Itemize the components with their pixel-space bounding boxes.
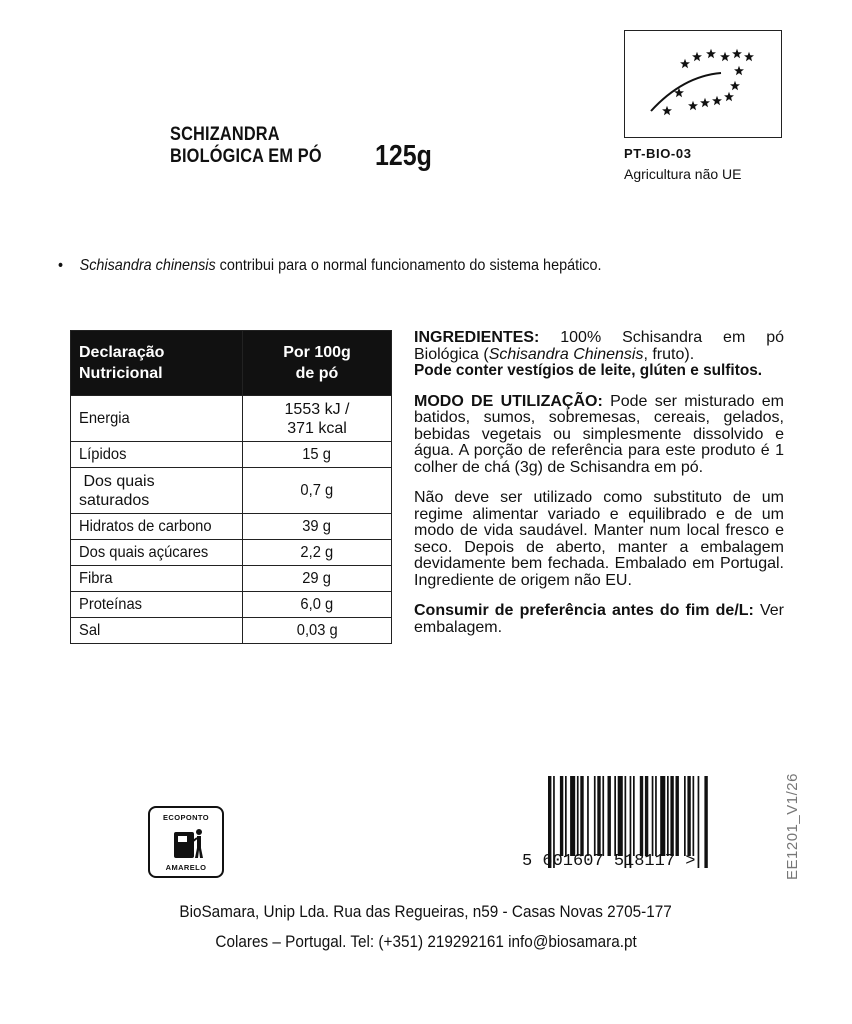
usage-text: Pode ser misturado em batidos, sumos, sobremesas, cereais, gelados, bebidas vegetais ou simplesmente dissolvido e água. A porção de referência para este produto é 1 colher de chá (3g) de Schisandra em pó. — [414, 392, 784, 476]
table-row — [71, 592, 392, 618]
row-value: 29 g — [243, 566, 392, 592]
row-value-line1: 1553 kJ / — [284, 400, 350, 418]
row-value: 39 g — [243, 514, 392, 540]
eu-star — [706, 49, 716, 58]
barcode-bar — [614, 776, 616, 856]
row-value: 2,2 g — [243, 540, 392, 566]
eu-star — [680, 59, 690, 68]
table-row — [71, 396, 392, 442]
row-value: 6,0 g — [243, 592, 392, 618]
allergen-warning: Pode conter vestígios de leite, glúten e sulfitos. — [414, 362, 763, 379]
product-title — [170, 124, 322, 168]
table-row — [71, 468, 392, 514]
eu-star — [700, 98, 710, 107]
barcode-bar — [655, 776, 657, 856]
header-left-line1: Declaração — [79, 344, 165, 361]
row-label — [71, 468, 243, 514]
storage-warning: Não deve ser utilizado como substituto de um regime alimentar variado e equilibrado e de um modo de vida saudável. Manter num local fresco e seco. Depois de aberto, manter a embalagem devidamente bem fechada. Embalado em Portugal. Ingrediente de origem não EU. — [414, 489, 784, 589]
row-label: Dos quais açúcares — [71, 540, 243, 566]
barcode-bar — [667, 776, 669, 856]
bullet: • — [58, 257, 64, 274]
eu-star — [688, 101, 698, 110]
barcode-bar — [670, 776, 673, 856]
ecoponto-bottom-label: AMARELO — [165, 863, 207, 872]
table-row — [71, 540, 392, 566]
header-left-line2: Nutricional — [79, 365, 163, 382]
ingredients-latin: Schisandra Chinensis — [488, 345, 644, 363]
best-before-label: Consumir de preferência antes do fim de/L: — [414, 602, 754, 619]
barcode-bar — [645, 776, 648, 856]
row-label-line1: Dos quais — [79, 472, 155, 490]
row-label-line2: saturados — [79, 491, 150, 509]
eu-star — [692, 52, 702, 61]
nutrition-header-label — [71, 331, 243, 396]
barcode-bar — [633, 776, 635, 856]
barcode-bar — [660, 776, 665, 856]
barcode-bar — [652, 776, 654, 856]
barcode-bar — [684, 776, 686, 856]
ingredients-text-end: , fruto). — [643, 345, 695, 363]
table-row — [71, 566, 392, 592]
product-title-line2: BIOLÓGICA EM PÓ — [170, 146, 322, 167]
ecoponto-badge — [148, 806, 224, 878]
eu-star — [734, 66, 744, 75]
eu-star — [712, 96, 722, 105]
row-label: Energia — [71, 396, 243, 442]
ingredients-text: 100% Schisandra em pó Biológica ( — [414, 329, 784, 363]
ecoponto-top-label: ECOPONTO — [163, 813, 209, 822]
eu-star — [662, 106, 672, 115]
certification-origin: Agricultura não UE — [624, 166, 742, 182]
barcode-bar — [602, 776, 604, 856]
barcode-bar — [640, 776, 643, 856]
nutrition-header-value — [243, 331, 392, 396]
barcode-bar — [565, 776, 567, 856]
row-value: 15 g — [243, 442, 392, 468]
row-label: Hidratos de carbono — [71, 514, 243, 540]
barcode-bar — [577, 776, 579, 856]
eu-star — [720, 52, 730, 61]
barcode-digits: 5 601607 518117 > — [522, 852, 696, 871]
row-label: Lípidos — [71, 442, 243, 468]
header-right-line2: de pó — [295, 365, 339, 382]
row-label: Proteínas — [71, 592, 243, 618]
usage-label: MODO DE UTILIZAÇÃO: — [414, 392, 603, 410]
company-address-line1: BioSamara, Unip Lda. Rua das Regueiras, n59 - Casas Novas 2705-177 — [179, 902, 673, 921]
row-value-line2: 371 kcal — [287, 419, 347, 437]
claim-text: contribui para o normal funcionamento do sistema hepático. — [215, 257, 602, 274]
company-address-line2: Colares – Portugal. Tel: (+351) 219292161 info@biosamara.pt — [215, 932, 637, 951]
nutrition-header — [71, 331, 392, 396]
header-right-line1: Por 100g — [283, 344, 351, 361]
barcode-bar — [693, 776, 695, 856]
barcode-bar — [676, 776, 679, 856]
row-value — [243, 396, 392, 442]
version-code: EE1201_V1/26 — [784, 773, 801, 880]
barcode-bar — [608, 776, 611, 856]
product-title-line1: SCHIZANDRA — [170, 124, 280, 145]
nutrition-table — [70, 330, 392, 644]
recycling-bin-person-icon — [172, 826, 206, 860]
eu-star — [744, 52, 754, 61]
barcode-bar — [597, 776, 600, 856]
barcode-bar — [618, 776, 623, 856]
ingredients — [414, 330, 784, 363]
eu-star — [732, 49, 742, 58]
table-row — [71, 442, 392, 468]
certification-code: PT-BIO-03 — [624, 146, 692, 161]
barcode-bar — [587, 776, 589, 856]
health-claim — [58, 256, 602, 276]
best-before — [414, 603, 784, 636]
best-before-text: Ver embalagem. — [414, 602, 785, 636]
row-value: 0,7 g — [243, 468, 392, 514]
barcode-bar — [698, 776, 700, 868]
barcode-bar — [594, 776, 596, 856]
barcode-bar — [570, 776, 575, 856]
eu-organic-leaf-icon — [624, 30, 782, 138]
ingredients-label: INGREDIENTES: — [414, 329, 540, 346]
row-label: Sal — [71, 618, 243, 644]
net-weight: 125g — [375, 140, 432, 172]
eu-star — [724, 92, 734, 101]
barcode-bar — [704, 776, 707, 868]
row-label: Fibra — [71, 566, 243, 592]
usage-instructions — [414, 394, 784, 477]
barcode-bar — [560, 776, 563, 856]
table-row — [71, 618, 392, 644]
barcode-bar — [580, 776, 583, 856]
claim-species: Schisandra chinensis — [79, 257, 216, 274]
table-row — [71, 514, 392, 540]
row-value: 0,03 g — [243, 618, 392, 644]
product-info-column — [414, 330, 784, 650]
eu-star — [730, 81, 740, 90]
barcode-bar — [687, 776, 690, 856]
